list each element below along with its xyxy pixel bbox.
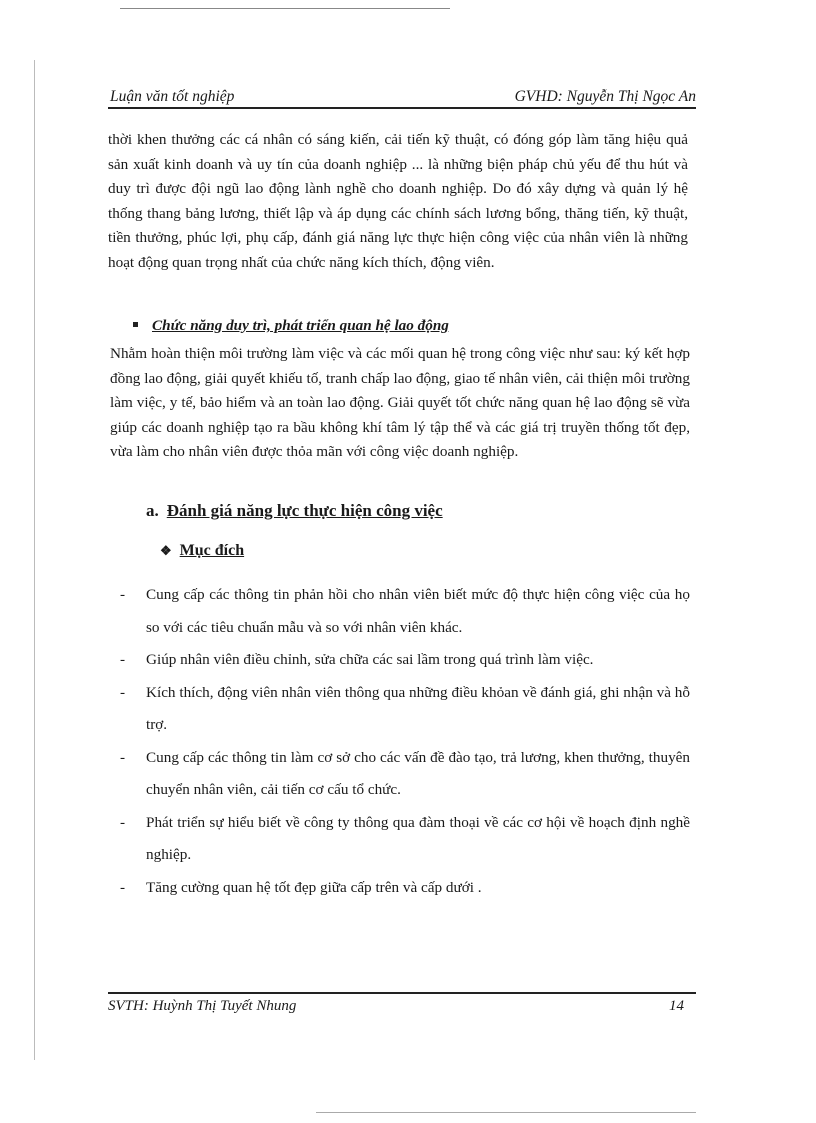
- list-item-text: Cung cấp các thông tin làm cơ sở cho các vấn đề đào tạo, trả lương, khen thưởng, thuyên chuyển nhân viên, cải tiến cơ cấu tổ chức.: [146, 748, 690, 798]
- dash-bullet: -: [120, 651, 126, 668]
- list-item-text: Phát triển sự hiểu biết về công ty thông qua đàm thoại về các cơ hội về hoạch định nghề nghiệp.: [146, 813, 690, 863]
- page-number: 14: [669, 998, 684, 1014]
- header-thesis-label: Luận văn tốt nghiệp: [110, 88, 235, 105]
- scan-artifact-bottom: [316, 1112, 696, 1113]
- scan-artifact-top: [120, 8, 450, 9]
- paragraph-labor-relations: Nhằm hoàn thiện môi trường làm việc và các mối quan hệ trong công việc như sau: ký kết hợp đồng lao động, giải quyết khiếu tố, tranh chấp lao động, giao tế nhân viên, cải thiện môi trường làm việc, y tế, bảo hiểm và an toàn lao động. Giải quyết tốt chức năng quan hệ lao động sẽ vừa giúp các doanh nghiệp tạo ra bầu không khí tâm lý tập thể và các giá trị truyền thống tốt đẹp, vừa làm cho nhân viên được thỏa mãn với công việc doanh nghiệp.: [110, 345, 690, 461]
- scan-artifact-left: [34, 60, 35, 1060]
- list-item-text: Tăng cường quan hệ tốt đẹp giữa cấp trên và cấp dưới .: [146, 878, 482, 896]
- paragraph-incentives: thời khen thưởng các cá nhân có sáng kiến, cải tiến kỹ thuật, có đóng góp làm tăng hiệu quả sản xuất kinh doanh và uy tín của doanh nghiệp ... là những biện pháp chủ yếu để thu hút và duy trì được đội ngũ lao động lành nghề cho doanh nghiệp. Do đó xây dựng và quản lý hệ thống thang bảng lương, thiết lập và áp dụng các chính sách lương bổng, thăng tiến, kỹ thuật, tiền thưởng, phúc lợi, phụ cấp, đánh giá năng lực thực hiện công việc của nhân viên là những hoạt động quan trọng nhất của chức năng kích thích, động viên.: [108, 131, 688, 271]
- dash-bullet: -: [120, 813, 126, 831]
- square-bullet-icon: [133, 322, 138, 327]
- header-rule: [108, 107, 696, 109]
- subsection-title: Mục đích: [179, 542, 245, 559]
- list-item-text: Giúp nhân viên điều chỉnh, sửa chữa các sai lầm trong quá trình làm việc.: [146, 651, 594, 668]
- section-heading-a: [146, 501, 443, 521]
- list-item: [120, 644, 690, 677]
- page-footer: [108, 998, 688, 1015]
- list-item: [120, 742, 690, 807]
- list-item-text: Kích thích, động viên nhân viên thông qua những điều khỏan về đánh giá, ghi nhận và hỗ trợ.: [146, 683, 690, 733]
- footer-author: SVTH: Huỳnh Thị Tuyết Nhung: [108, 998, 297, 1014]
- list-item-text: Cung cấp các thông tin phản hồi cho nhân viên biết mức độ thực hiện công việc của họ so với các tiêu chuẩn mẫu và so với nhân viên khác.: [146, 586, 690, 636]
- section-title: Đánh giá năng lực thực hiện công việc: [166, 501, 443, 520]
- purpose-list: [120, 579, 690, 904]
- section-label: a.: [146, 501, 159, 520]
- subsection-heading: [160, 542, 244, 560]
- list-item: [120, 579, 690, 644]
- page-header: [108, 84, 696, 106]
- bullet-heading-text: Chức năng duy trì, phát triển quan hệ lao động: [152, 317, 449, 334]
- list-item: [120, 872, 690, 905]
- list-item: [120, 807, 690, 872]
- bullet-heading: [133, 317, 449, 335]
- header-advisor: GVHD: Nguyễn Thị Ngọc An: [514, 88, 696, 105]
- dash-bullet: -: [120, 586, 126, 603]
- dash-bullet: -: [120, 878, 126, 896]
- footer-rule: [108, 992, 696, 994]
- diamond-bullet-icon: ❖: [160, 543, 172, 558]
- dash-bullet: -: [120, 683, 126, 701]
- list-item: [120, 677, 690, 742]
- dash-bullet: -: [120, 748, 126, 766]
